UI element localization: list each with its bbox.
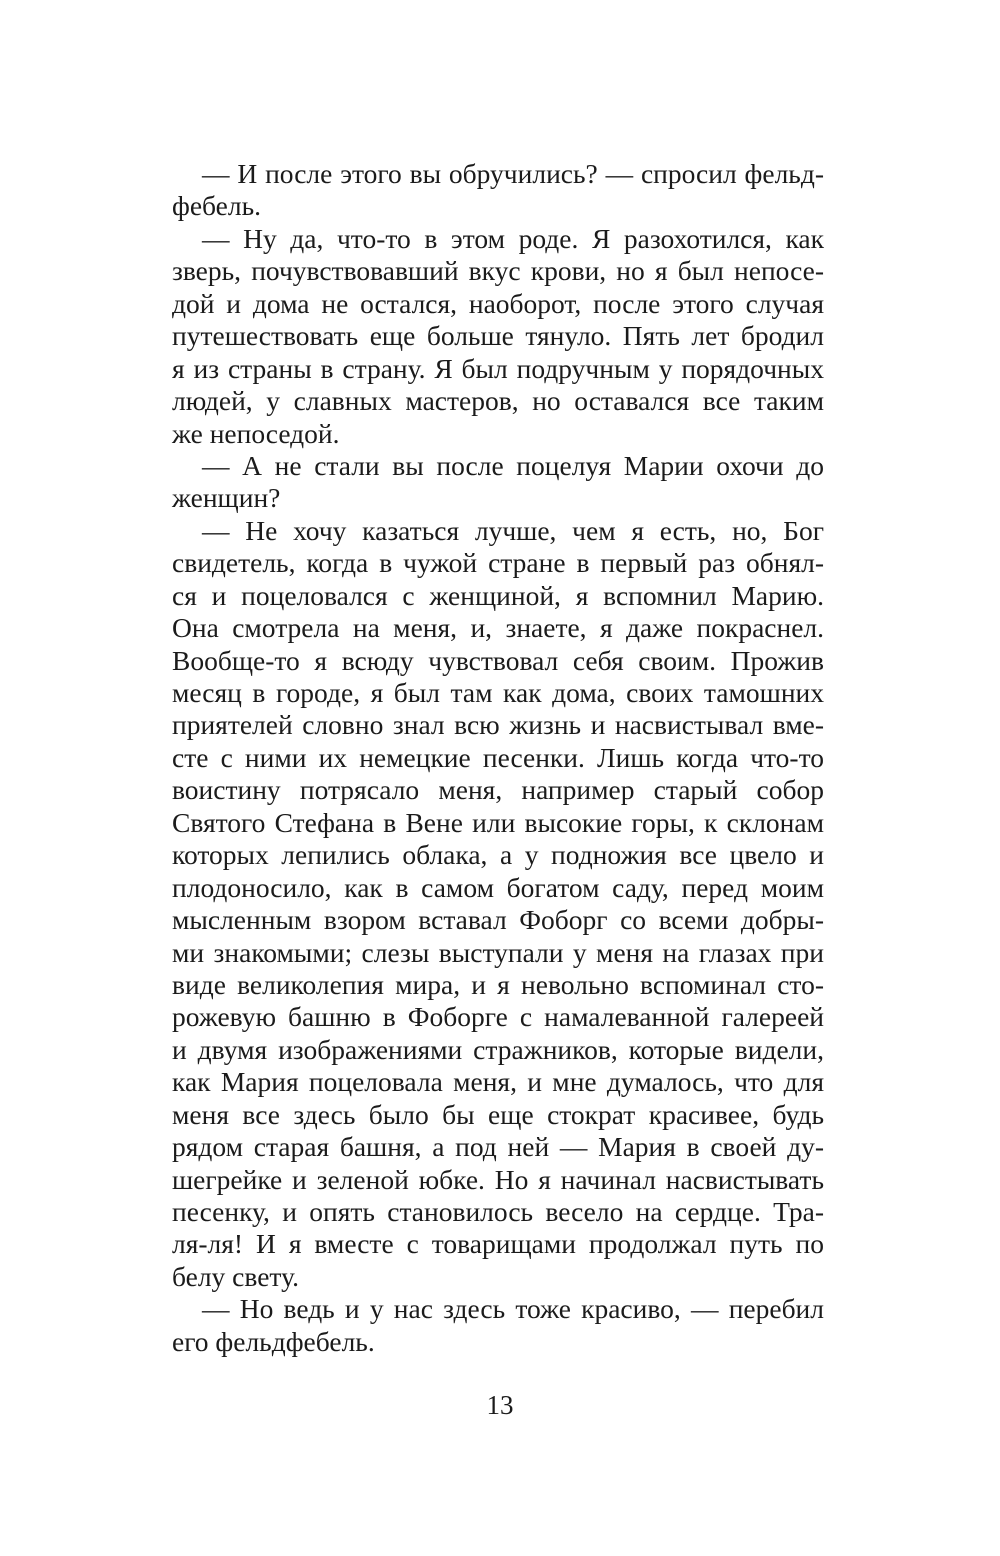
text-line: воистину потрясало меня, например старый собор <box>172 774 824 806</box>
paragraph <box>172 450 824 515</box>
text-line: — А не стали вы после поцелуя Марии охочи до <box>202 449 824 481</box>
text-line: плодоносило, как в самом богатом саду, перед моим <box>172 871 824 903</box>
text-line: — Не хочу казаться лучше, чем я есть, но, Бог <box>202 514 824 546</box>
text-line: Вообще-то я всюду чувствовал себя своим. Прожив <box>172 644 824 676</box>
text-line: приятелей словно знал всю жизнь и насвистывал вме- <box>172 709 824 741</box>
paragraph <box>172 223 824 450</box>
text-line: рожевую башню в Фоборге с намалеванной галереей <box>172 1001 824 1033</box>
text-line: которых лепились облака, а у подножия все цвело и <box>172 839 824 871</box>
text-line: сте с ними их немецкие песенки. Лишь когда что-то <box>172 741 824 773</box>
text-line: виде великолепия мира, и я невольно вспоминал сто- <box>172 968 824 1000</box>
paragraph <box>172 515 824 1294</box>
text-line: свидетель, когда в чужой стране в первый раз обнял- <box>172 547 824 579</box>
text-line: фебель. <box>172 190 261 222</box>
text-line: — Ну да, что-то в этом роде. Я разохотился, как <box>202 222 824 254</box>
text-line: белу свету. <box>172 1260 299 1292</box>
paragraph <box>172 158 824 223</box>
body-text <box>172 158 824 1358</box>
text-line: как Мария поцеловала меня, и мне думалось, что для <box>172 1066 824 1098</box>
text-line: меня все здесь было бы еще стократ красивее, будь <box>172 1098 824 1130</box>
text-line: путешествовать еще больше тянуло. Пять лет бродил <box>172 320 824 352</box>
text-line: и двумя изображениями стражников, которые видели, <box>172 1033 824 1065</box>
text-line: — Но ведь и у нас здесь тоже красиво, — перебил <box>202 1293 824 1325</box>
text-line: людей, у славных мастеров, но оставался все таким <box>172 385 824 417</box>
text-line: его фельдфебель. <box>172 1325 375 1357</box>
text-line: женщин? <box>172 482 281 514</box>
paragraph <box>172 1293 824 1358</box>
text-line: зверь, почувствовавший вкус крови, но я был непосе- <box>172 255 824 287</box>
text-line: мысленным взором вставал Фоборг со всеми добры- <box>172 904 824 936</box>
text-line: ми знакомыми; слезы выступали у меня на глазах при <box>172 936 824 968</box>
text-line: же непоседой. <box>172 417 340 449</box>
text-line: песенку, и опять становилось весело на сердце. Тра- <box>172 1196 824 1227</box>
text-line: шегрейке и зеленой юбке. Но я начинал насвистывать <box>172 1163 824 1195</box>
text-line: Святого Стефана в Вене или высокие горы, к склонам <box>172 806 824 838</box>
text-line: дой и дома не остался, наоборот, после этого случая <box>172 287 824 319</box>
text-line: ля-ля! И я вместе с товарищами продолжал путь по <box>172 1228 824 1260</box>
page-number: 13 <box>486 1390 514 1420</box>
text-line: месяц в городе, я был там как дома, своих тамошних <box>172 677 824 708</box>
text-line: рядом старая башня, а под ней — Мария в своей ду- <box>172 1131 824 1163</box>
text-line: ся и поцеловался с женщиной, я вспомнил Марию. <box>172 579 824 611</box>
text-line: — И после этого вы обручились? — спросил фельд- <box>202 158 824 189</box>
text-line: Она смотрела на меня, и, знаете, я даже покраснел. <box>172 612 824 644</box>
text-line: я из страны в страну. Я был подручным у порядочных <box>172 352 824 384</box>
